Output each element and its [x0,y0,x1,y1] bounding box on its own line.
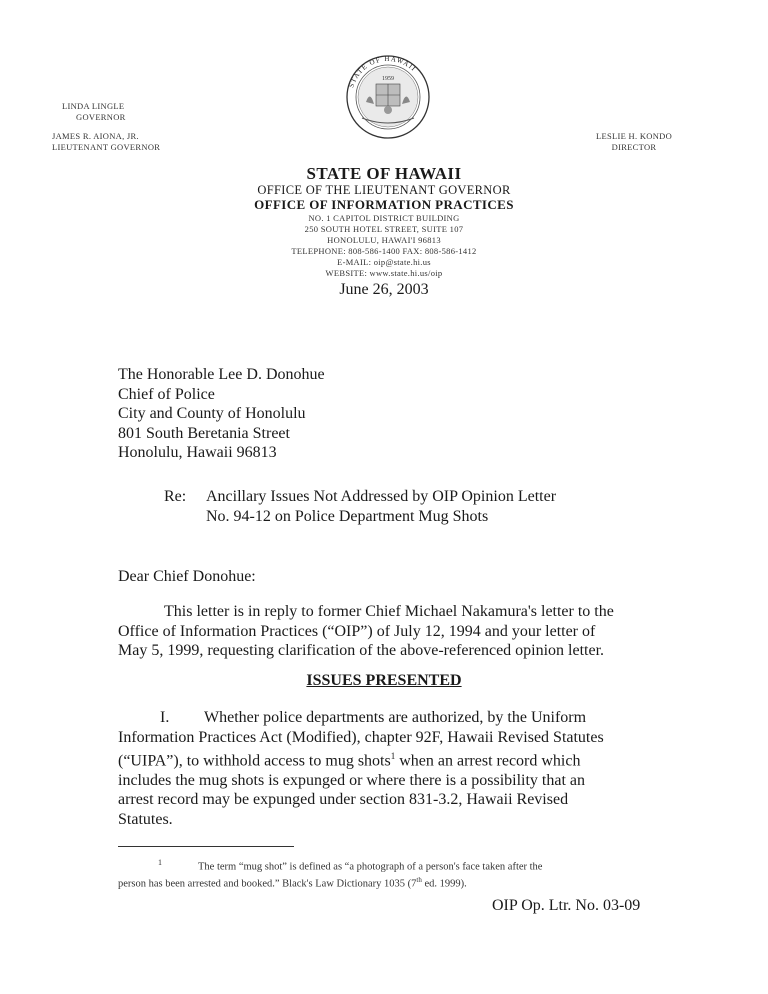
footnote-line-1 [118,856,678,874]
recipient-line: 801 South Beretania Street [118,424,290,442]
issue-line: arrest record may be expunged under section 831-3.2, Hawaii Revised [118,791,569,809]
issue-text: (“UIPA”), to withhold access to mug shots [118,752,391,770]
re-subject-line: No. 94-12 on Police Department Mug Shots [206,507,489,525]
re-label: Re: [164,488,187,505]
address-line-1: NO. 1 CAPITOL DISTRICT BUILDING [308,213,460,223]
director-block [596,131,672,153]
issue-line: Information Practices Act (Modified), chapter 92F, Hawaii Revised Statutes [118,728,604,746]
footnote-text: person has been arrested and booked.” Black's Law Dictionary 1035 (7 [118,878,417,889]
governor-block [62,101,126,123]
footnote-text: ed. 1999). [421,878,467,889]
paragraph-line: May 5, 1999, requesting clarification of the above-referenced opinion letter. [118,642,605,659]
letterhead-office2: OFFICE OF INFORMATION PRACTICES [254,197,514,212]
paragraph-line: Office of Information Practices (“OIP”) of July 12, 1994 and your letter of [118,622,596,640]
email-line: E-MAIL: oip@state.hi.us [337,257,431,267]
director-title: DIRECTOR [611,142,657,152]
footnote-line-2 [118,874,678,891]
lt-governor-block [52,131,160,153]
paragraph-line: This letter is in reply to former Chief Michael Nakamura's letter to the [164,603,614,620]
governor-name: LINDA LINGLE [62,101,125,111]
issue-one [118,708,688,829]
recipient-line: Honolulu, Hawaii 96813 [118,444,277,461]
intro-paragraph [118,602,678,661]
website-line: WEBSITE: www.state.hi.us/oip [325,268,443,278]
footnote [118,856,678,890]
re-subject-line: Ancillary Issues Not Addressed by OIP Opinion Letter [206,488,557,505]
address-line-2: 250 SOUTH HOTEL STREET, SUITE 107 [304,224,464,234]
issue-line-3 [118,747,688,771]
seal-text: STATE OF HAWAII [347,54,418,89]
issue-line-1 [118,708,688,728]
telephone-fax: TELEPHONE: 808-586-1400 FAX: 808-586-1412 [291,246,477,256]
governor-title: GOVERNOR [76,112,126,122]
re-subject [206,487,556,526]
state-seal [340,54,436,140]
issues-heading: ISSUES PRESENTED [306,672,462,689]
opinion-number: OIP Op. Ltr. No. 03-09 [492,897,641,914]
footnote-text: The term “mug shot” is defined as “a photograph of a person's face taken after the [198,861,543,873]
salutation: Dear Chief Donohue: [118,568,256,585]
heading-wrap [0,672,768,690]
seal-year: 1959 [382,76,394,82]
issue-text: Whether police departments are authorized, by the Uniform [204,709,587,726]
letter-date: June 26, 2003 [339,281,429,298]
footnote-superscript: th [416,875,422,884]
issue-number: I. [160,709,170,726]
lt-governor-title: LIEUTENANT GOVERNOR [52,142,161,152]
letterhead-office1: OFFICE OF THE LIEUTENANT GOVERNOR [257,183,511,197]
lt-governor-name: JAMES R. AIONA, JR. [52,131,139,141]
footnote-ref: 1 [390,751,396,761]
recipient-line: Chief of Police [118,385,215,403]
footnote-marker: 1 [158,858,162,867]
recipient-line: City and County of Honolulu [118,405,306,422]
recipient-address [118,365,325,463]
letterhead-state: STATE OF HAWAII [306,164,462,183]
issue-text: when an arrest record which [395,752,581,770]
address-line-3: HONOLULU, HAWAI'I 96813 [327,235,441,245]
recipient-line: The Honorable Lee D. Donohue [118,366,325,383]
director-name: LESLIE H. KONDO [596,131,673,141]
footnote-divider [118,846,294,847]
issue-line: includes the mug shots is expunged or where there is a possibility that an [118,771,586,789]
issue-line: Statutes. [118,810,173,828]
